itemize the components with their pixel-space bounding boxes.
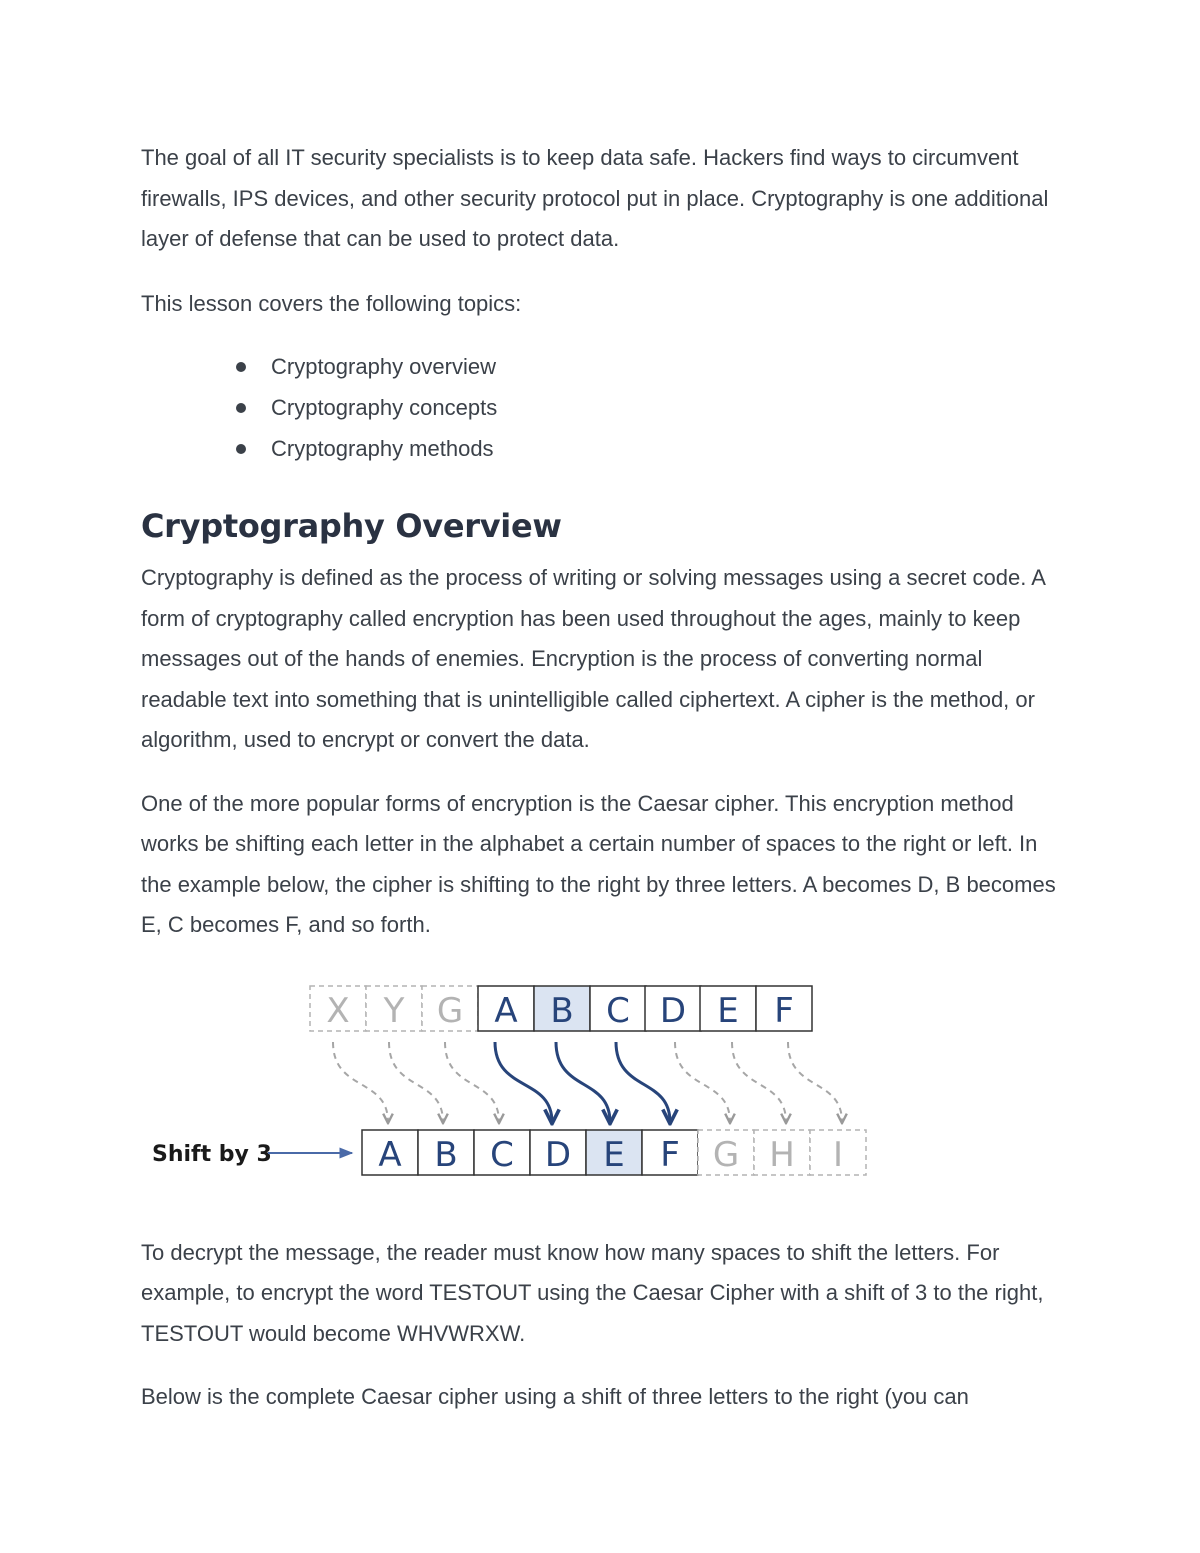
top-letter: B <box>550 990 574 1031</box>
top-cell-x <box>310 986 366 1031</box>
top-letter: X <box>326 990 350 1031</box>
topic-item: Cryptography methods <box>236 428 1066 469</box>
topic-item: Cryptography concepts <box>236 387 1066 428</box>
paragraph-definition: Cryptography is defined as the process of writing or solving messages using a secret code. A form of cryptography called encryption has been used throughout the ages, mainly to keep messages out of the hands of enemies. Encryption is the process of converting normal readable text into something that is unintelligible called ciphertext. A cipher is the method, or algorithm, used to encrypt or convert the data. <box>141 565 1045 752</box>
shift-arrow-a-to-d <box>495 1042 552 1122</box>
bullet-icon <box>236 444 246 454</box>
bottom-cell-a <box>362 1130 418 1175</box>
bottom-cell-g <box>698 1130 754 1175</box>
shift-label: Shift by 3 <box>152 1141 272 1167</box>
top-cell-a <box>478 986 534 1031</box>
top-letter: A <box>494 990 518 1031</box>
topics-list <box>141 346 1066 469</box>
top-letter: C <box>606 990 630 1031</box>
shift-arrow-c-to-f <box>616 1042 670 1122</box>
top-letter: F <box>774 990 794 1031</box>
bottom-letter: G <box>712 1134 740 1175</box>
top-cell-c <box>590 986 646 1031</box>
top-cell-f <box>756 986 812 1031</box>
top-cell-d <box>645 986 701 1031</box>
topic-item: Cryptography overview <box>236 346 1066 387</box>
shift-arrow-b-to-e <box>556 1042 610 1122</box>
top-cell-g <box>422 986 478 1031</box>
top-letter: D <box>659 990 687 1031</box>
top-letter: E <box>717 990 739 1031</box>
shift-arrow-d-to-g <box>675 1042 730 1122</box>
shift-arrow-x-to-a <box>333 1042 388 1122</box>
intro-paragraph: The goal of all IT security specialists is to keep data safe. Hackers find ways to circumvent firewalls, IPS devices, and other security protocol put in place. Cryptography is one additional layer of defense that can be used to protect data. <box>141 145 1049 251</box>
bottom-cell-d <box>530 1130 586 1175</box>
section-heading: Cryptography Overview <box>141 507 562 545</box>
bottom-letter: A <box>378 1134 402 1175</box>
caesar-shift-diagram <box>0 976 1200 1220</box>
bottom-letter: F <box>660 1134 680 1175</box>
document-page <box>141 138 1066 1418</box>
bottom-cell-h <box>754 1130 810 1175</box>
bottom-letter: C <box>490 1134 514 1175</box>
bottom-letter: H <box>769 1134 795 1175</box>
bottom-letter: D <box>544 1134 572 1175</box>
bottom-letter: B <box>434 1134 458 1175</box>
topics-intro: This lesson covers the following topics: <box>141 290 522 316</box>
paragraph-decrypt: To decrypt the message, the reader must know how many spaces to shift the letters. For example, to encrypt the word TESTOUT using the Caesar Cipher with a shift of 3 to the right, TESTOUT would become WHVWRXW. <box>141 1239 1044 1346</box>
shift-arrow-e-to-h <box>732 1042 786 1122</box>
bottom-letter: I <box>832 1134 844 1175</box>
bullet-icon <box>236 362 246 372</box>
bottom-letter: E <box>603 1134 625 1175</box>
top-cell-e <box>700 986 756 1031</box>
caesar-cipher-figure <box>0 976 1200 1220</box>
top-letter: Y <box>383 990 405 1031</box>
shift-arrow-g-to-c <box>445 1042 499 1122</box>
top-cell-y <box>366 986 422 1031</box>
bottom-cell-i <box>810 1130 866 1175</box>
bottom-cell-e <box>586 1130 642 1175</box>
bullet-icon <box>236 403 246 413</box>
bottom-cell-b <box>418 1130 474 1175</box>
paragraph-caesar: One of the more popular forms of encryption is the Caesar cipher. This encryption method works be shifting each letter in the alphabet a certain number of spaces to the right or left. In the example below, the cipher is shifting to the right by three letters. A becomes D, B becomes E, C becomes F, and so forth. <box>141 790 1056 937</box>
paragraph-complete-cipher: Below is the complete Caesar cipher using a shift of three letters to the right (you can <box>141 1384 969 1409</box>
top-letter: G <box>436 990 464 1031</box>
bottom-cell-f <box>642 1130 698 1175</box>
top-cell-b <box>534 986 590 1031</box>
shift-arrow-f-to-i <box>788 1042 842 1122</box>
bottom-cell-c <box>474 1130 530 1175</box>
shift-arrow-y-to-b <box>389 1042 443 1122</box>
